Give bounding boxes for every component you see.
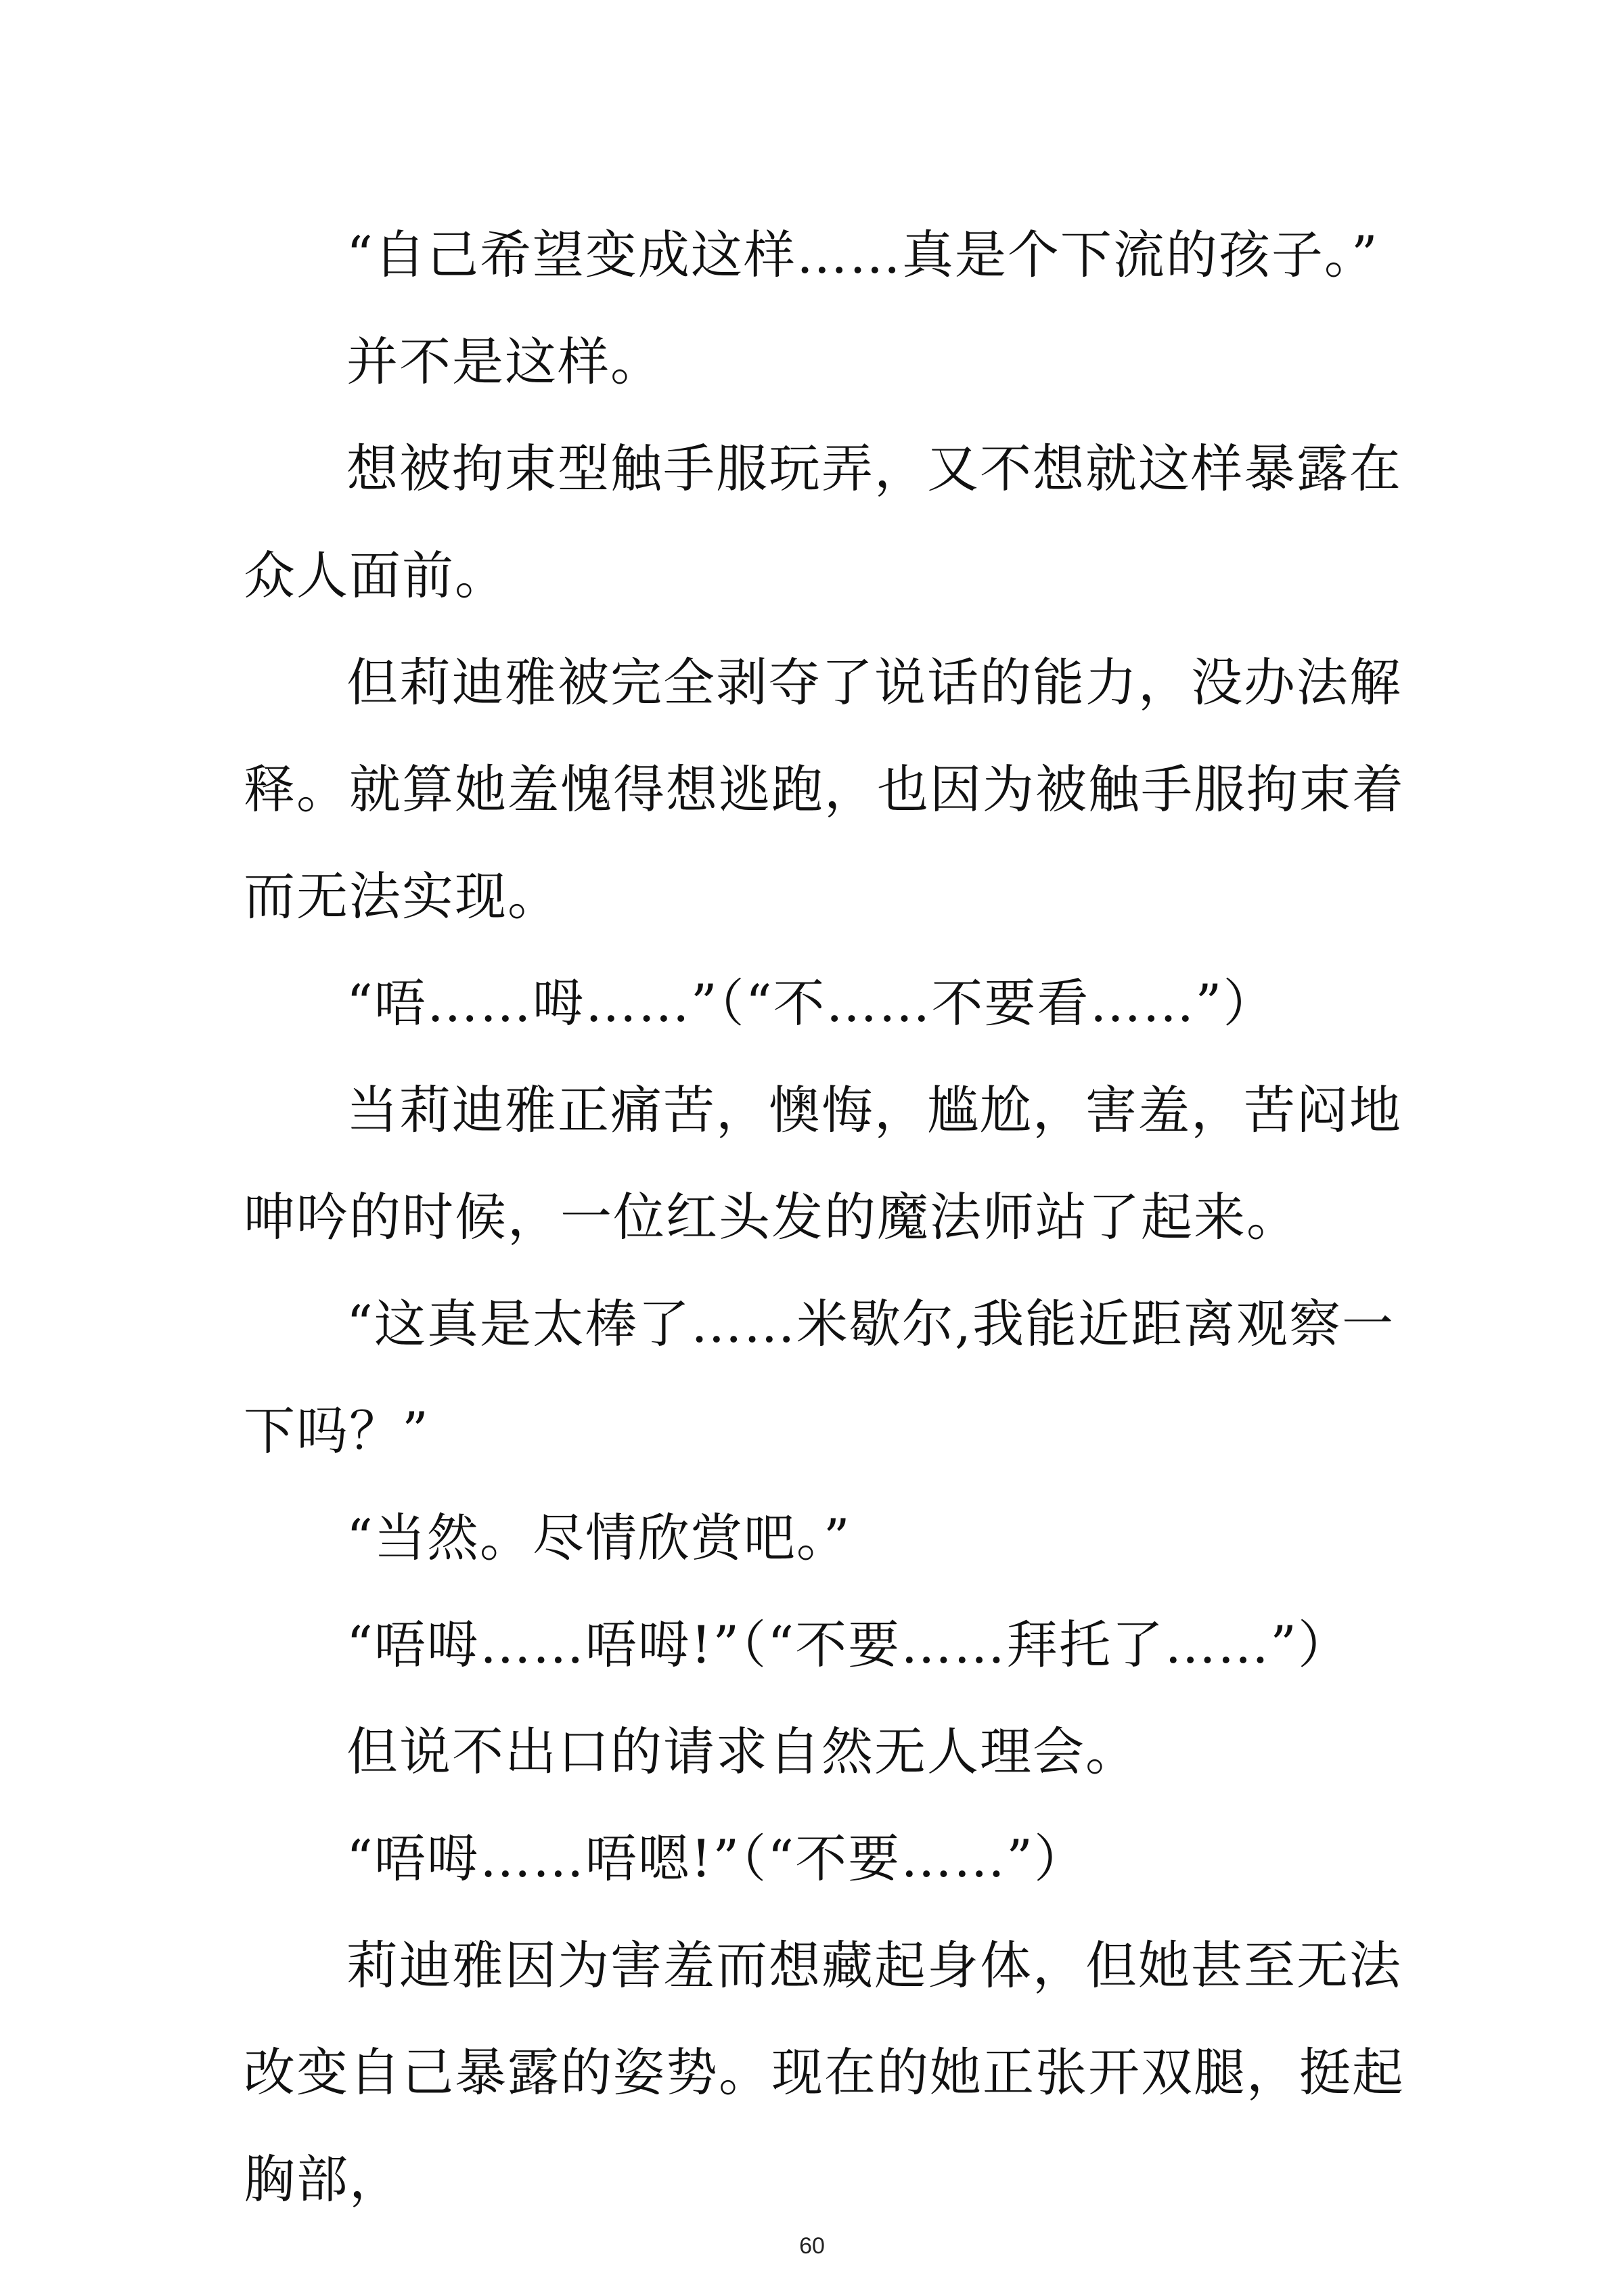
- paragraph: 并不是这样。: [346, 332, 663, 392]
- page-number: 60: [799, 2233, 825, 2259]
- paragraph: “这真是太棒了……米歇尔,我能近距离观察一下吗？”: [244, 1294, 1395, 1461]
- paragraph: “当然。尽情欣赏吧。”: [346, 1508, 851, 1568]
- paragraph: “唔呣……唔呣!”（“不要……拜托了……”）: [346, 1615, 1351, 1675]
- paragraph: 当莉迪雅正痛苦，懊悔，尴尬，害羞，苦闷地呻吟的时候，一位红头发的魔法师站了起来。: [244, 1080, 1402, 1247]
- paragraph: 但说不出口的请求自然无人理会。: [346, 1721, 1138, 1782]
- paragraph: 莉迪雅因为害羞而想藏起身体，但她甚至无法改变自己暴露的姿势。现在的她正张开双腿，挺起胸部，: [244, 1935, 1405, 2209]
- paragraph: “唔……呣……”（“不……不要看……”）: [346, 973, 1276, 1033]
- paragraph: 但莉迪雅被完全剥夺了说话的能力，没办法解释。就算她羞愧得想逃跑，也因为被触手服拘束着而无法实现。: [244, 652, 1405, 926]
- paragraph: 想被拘束型触手服玩弄，又不想就这样暴露在众人面前。: [244, 438, 1402, 606]
- paragraph: “自己希望变成这样……真是个下流的孩子。”: [346, 225, 1379, 285]
- paragraph: “唔呣……唔嗯!”（“不要……”）: [346, 1828, 1087, 1889]
- body-text: [244, 202, 1407, 2233]
